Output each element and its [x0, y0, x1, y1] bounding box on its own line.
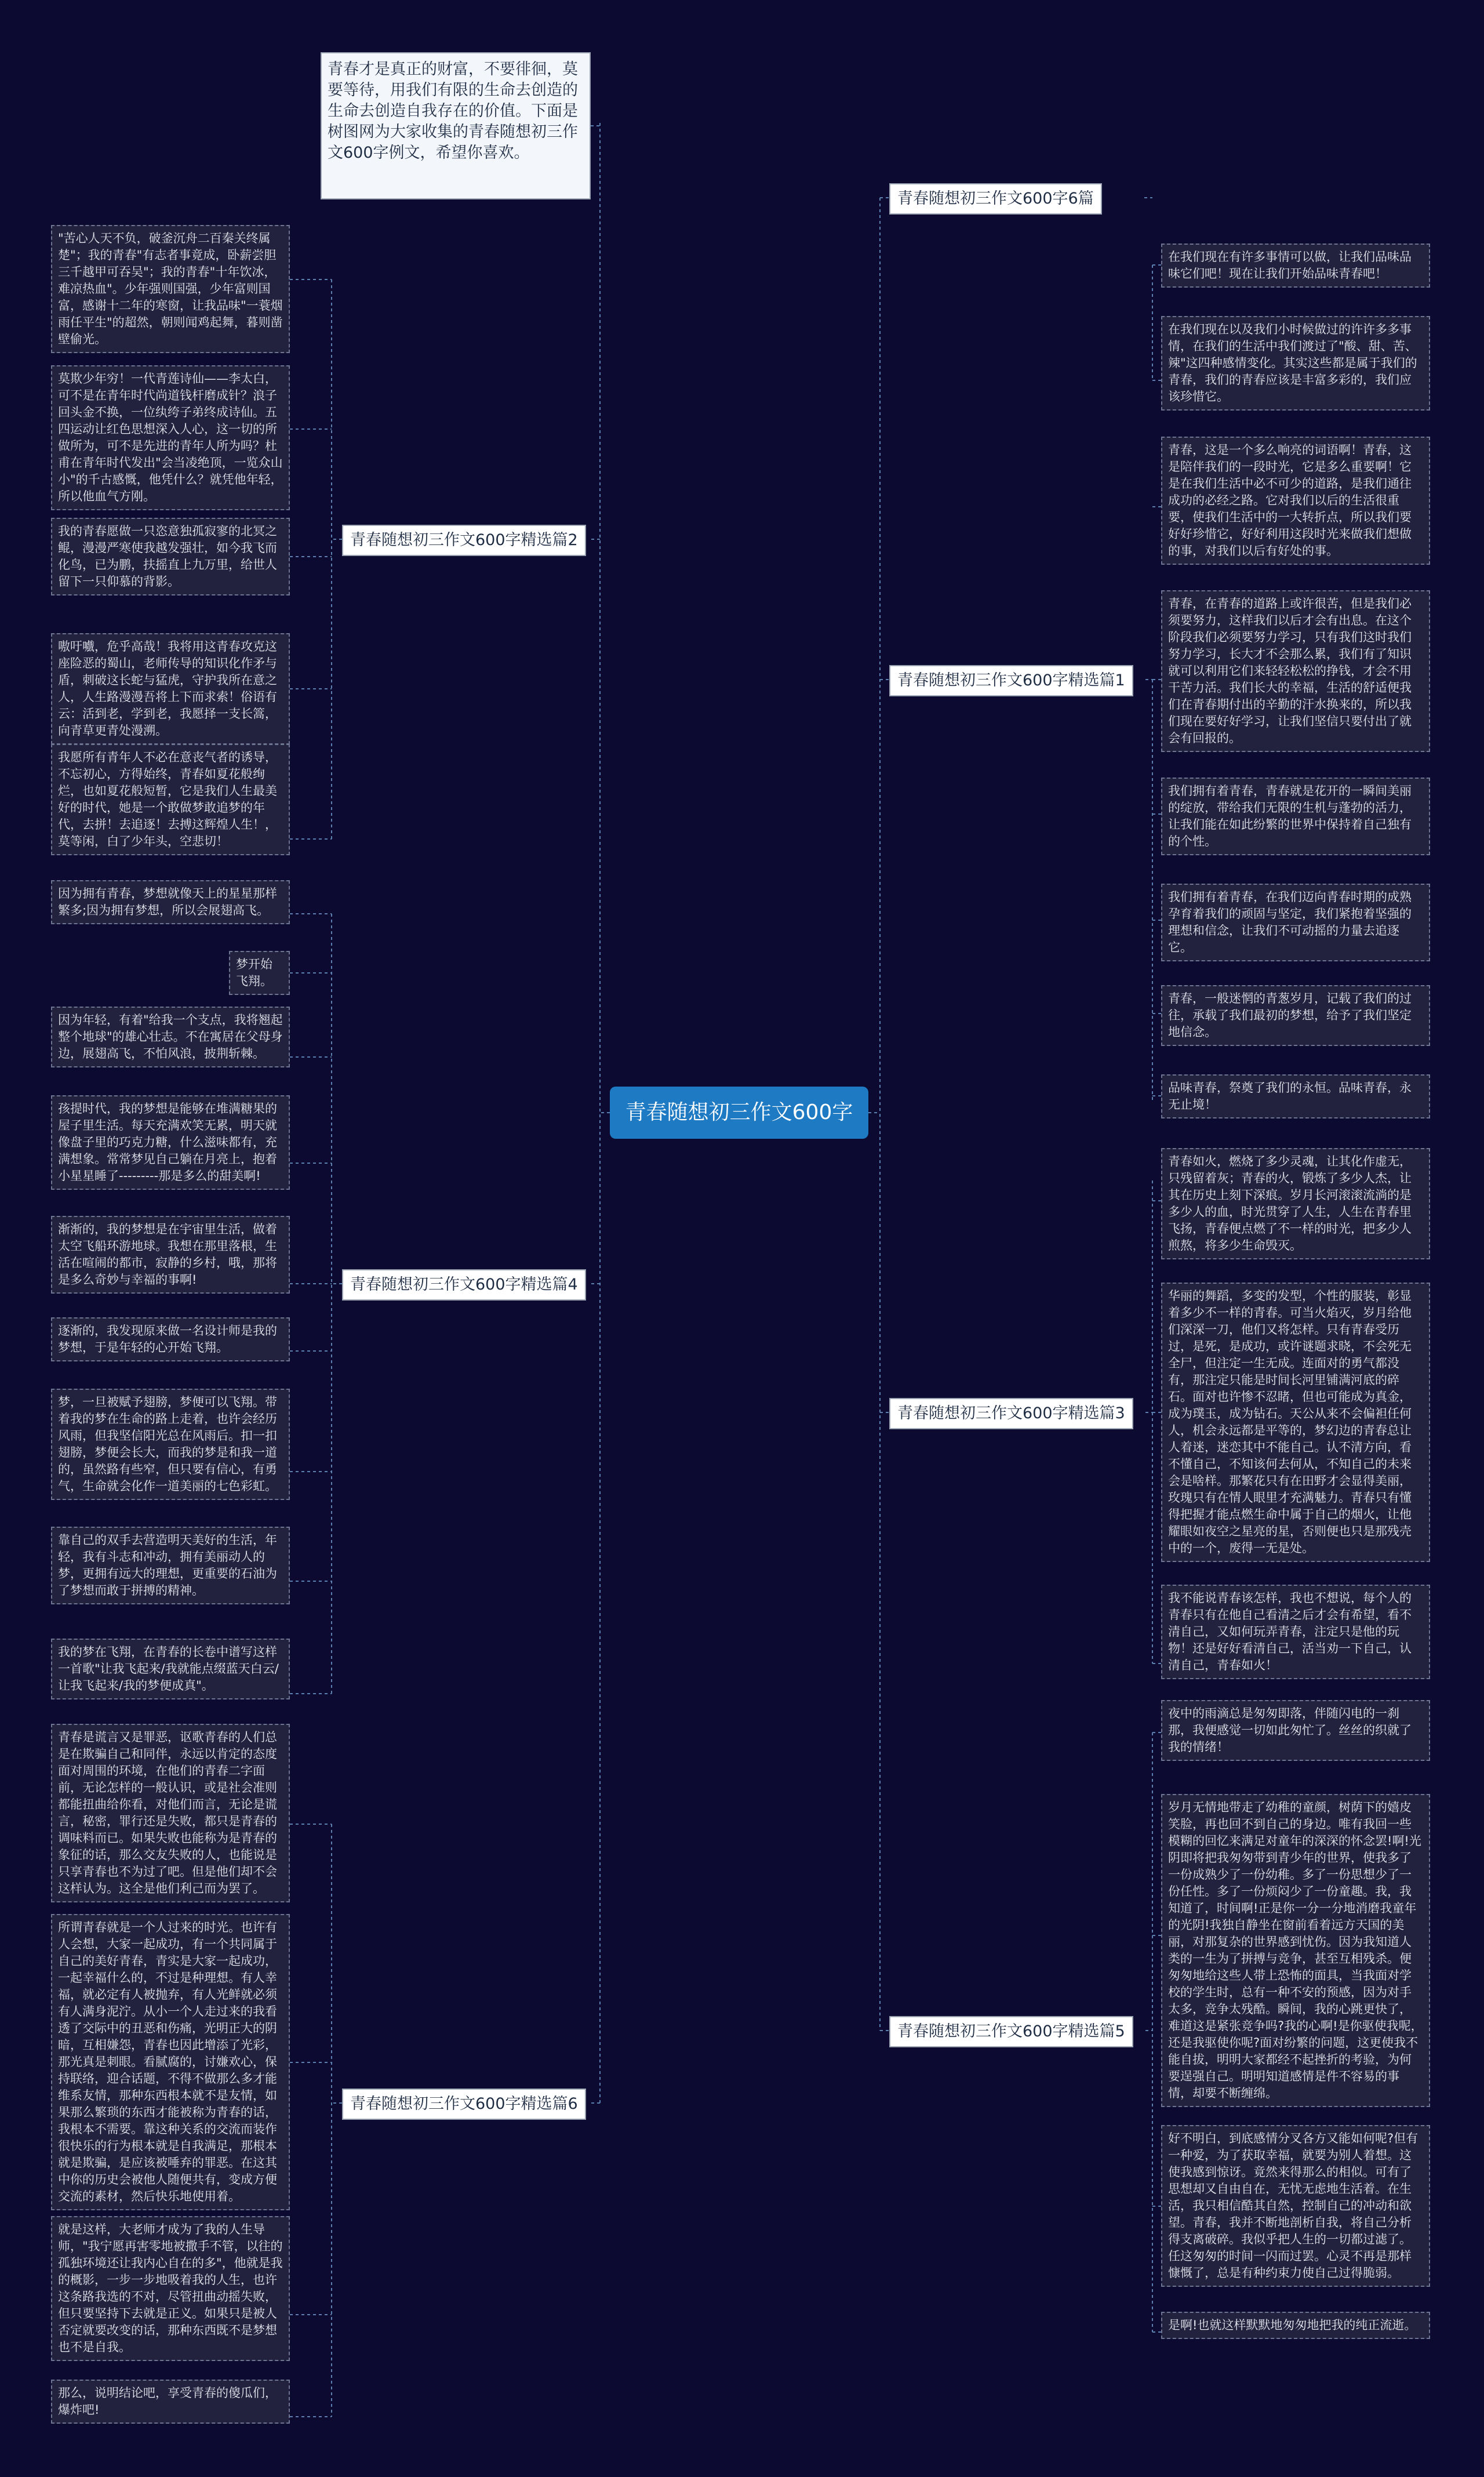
leaf-text: 青春如火，燃烧了多少灵魂，让其化作虚无，只残留着灰；青春的火，锻炼了多少人杰，让其在历史上刻下深痕。岁月长河滚滚流淌的是多少人的血，时光贯穿了人生，人生在青春里飞扬，青春便点燃了不一样的时光，把多少人煎熬，将多少生命毁灭。 [1161, 1148, 1430, 1259]
branch-essay-4[interactable]: 青春随想初三作文600字精选篇4 [342, 1269, 586, 1301]
leaf-text: 在我们现在以及我们小时候做过的许许多多事情，在我们的生活中我们渡过了"酸、甜、苦、辣"这四种感情变化。其实这些都是属于我们的青春，我们的青春应该是丰富多彩的，我们应该珍惜它。 [1161, 316, 1430, 411]
leaf-text: 靠自己的双手去营造明天美好的生活，年轻，我有斗志和冲动，拥有美丽动人的梦，更拥有远大的理想，更重要的石油为了梦想而敢于拼搏的精神。 [51, 1527, 290, 1604]
leaf-text: 夜中的雨滴总是匆匆即落，伴随闪电的一刹那，我便感觉一切如此匆忙了。丝丝的织就了我的情绪！ [1161, 1700, 1430, 1761]
leaf-text: 华丽的舞蹈，多变的发型，个性的服装，彰显着多少不一样的青春。可当火焰灭，岁月给他们深深一刀，他们又将怎样。只有青春受历过，是死，是成功，或许谜题求晓，不会死无全尸，但注定一生无成。连面对的勇气都没有，那注定只能是时间长河里铺满河底的碎石。面对也许惨不忍睹，但也可能成为真金，成为璞玉，成为钻石。天公从来不会偏袒任何人，机会永远都是平等的，梦幻边的青春总让人着迷，迷恋其中不能自己。认不清方向，看不懂自己，不知该何去何从，不知自己的未来会是啥样。那繁花只有在田野才会显得美丽，玫瑰只有在情人眼里才充满魅力。青春只有懂得把握才能点燃生命中属于自己的烟火，让他耀眼如夜空之星亮的星，否则便也只是那残壳中的一个，废得一无是处。 [1161, 1283, 1430, 1562]
leaf-text: 孩提时代，我的梦想是能够在堆满糖果的屋子里生活。每天充满欢笑无累，明天就像盘子里的巧克力糖，什么滋味都有，充满想象。常常梦见自己躺在月亮上，抱着小星星睡了---------那是多么的甜美啊! [51, 1095, 290, 1190]
branch-essay-2[interactable]: 青春随想初三作文600字精选篇2 [342, 525, 586, 556]
branch-essay-1[interactable]: 青春随想初三作文600字精选篇1 [889, 665, 1133, 696]
intro-note: 青春才是真正的财富，不要徘徊，莫要等待，用我们有限的生命去创造的生命去创造自我存在的价值。下面是树图网为大家收集的青春随想初三作文600字例文，希望你喜欢。 [321, 52, 591, 199]
leaf-text: 逐渐的，我发现原来做一名设计师是我的梦想，于是年轻的心开始飞翔。 [51, 1317, 290, 1361]
leaf-text: 我们拥有着青春，青春就是花开的一瞬间美丽的绽放，带给我们无限的生机与蓬勃的活力，让我们能在如此纷繁的世界中保持着自己独有的个性。 [1161, 778, 1430, 855]
leaf-text: 我愿所有青年人不必在意丧气者的诱导，不忘初心，方得始终，青春如夏花般绚烂，也如夏花般短暂，它是我们人生最美好的时代，她是一个敢做梦敢追梦的年代，去拼！去追逐！去搏这辉煌人生！，莫等闲，白了少年头，空悲切！ [51, 744, 290, 855]
leaf-text: 青春，在青春的道路上或许很苦，但是我们必须要努力，这样我们以后才会有出息。在这个阶段我们必须要努力学习，只有我们这时我们努力学习，长大才不会那么累，我们有了知识就可以利用它们来轻轻松松的挣钱，才会不用干苦力活。我们长大的幸福，生活的舒适便我们在青春期付出的辛勤的汗水换来的，所以我们现在要好好学习，让我们坚信只要付出了就会有回报的。 [1161, 590, 1430, 752]
leaf-text: 品味青春，祭奠了我们的永恒。品味青春，永无止境！ [1161, 1074, 1430, 1118]
leaf-text: 渐渐的，我的梦想是在宇宙里生活，做着太空飞船环游地球。我想在那里落根，生活在喧闹的都市，寂静的乡村，哦，那将是多么奇妙与幸福的事啊! [51, 1216, 290, 1294]
root-topic[interactable]: 青春随想初三作文600字 [610, 1087, 868, 1139]
leaf-text: 青春，这是一个多么响亮的词语啊！青春，这是陪伴我们的一段时光，它是多么重要啊！它是在我们生活中必不可少的道路，是我们通往成功的必经之路。它对我们以后的生活很重要，使我们生活中的一大转折点，所以我们要好好珍惜它，好好利用这段时光来做我们想做的事，对我们以后有好处的事。 [1161, 437, 1430, 565]
leaf-text: 因为年轻，有着"给我一个支点，我将翘起整个地球"的雄心壮志。不在寓居在父母身边，展翅高飞，不怕风浪，披荆斩棘。 [51, 1007, 290, 1067]
leaf-text: 好不明白，到底感情分叉各方又能如何呢?但有一种爱，为了获取幸福，就要为别人着想。这使我感到惊讶。竟然来得那么的相似。可有了思想却又自由自在，无忧无虑地生活着。在生活，我只相信酷其自然，控制自己的冲动和欲望。青春，我并不断地剖析自我，将自己分析得支离破碎。我似乎把人生的一切都过滤了。任这匆匆的时间一闪而过罢。心灵不再是那样慷慨了，总是有种约束力使自己过得脆弱。 [1161, 2125, 1430, 2287]
leaf-text: 在我们现在有许多事情可以做，让我们品味品味它们吧！现在让我们开始品味青春吧！ [1161, 244, 1430, 288]
leaf-text: 我的青春愿做一只恣意独孤寂寥的北冥之鲲，漫漫严寒使我越发强壮，如今我飞而化鸟，已为鹏，扶摇直上九万里，给世人留下一只仰慕的背影。 [51, 518, 290, 595]
leaf-text: 那么，说明结论吧，享受青春的傻瓜们，爆炸吧! [51, 2380, 290, 2424]
branch-essay-6[interactable]: 青春随想初三作文600字精选篇6 [342, 2089, 586, 2120]
leaf-text: 嗷吁嚱，危乎高哉！我将用这青春攻克这座险恶的蜀山，老师传导的知识化作矛与盾，刺破这长蛇与猛虎，守护我所在意之人，人生路漫漫吾将上下而求索！俗语有云：活到老，学到老，我愿择一支长篙，向青草更青处漫溯。 [51, 633, 290, 744]
leaf-text: 就是这样，大老师才成为了我的人生导师，"我宁愿再害零地被撒手不管，以往的孤独环境还让我内心自在的多"，他就是我的概影，一步一步地吸着我的人生，也许这条路我选的不对，尽管扭曲动摇失败，但只要坚持下去就是正义。如果只是被人否定就要改变的话，那种东西既不是梦想也不是自我。 [51, 2216, 290, 2361]
leaf-text: 因为拥有青春，梦想就像天上的星星那样繁多;因为拥有梦想，所以会展翅高飞。 [51, 880, 290, 924]
leaf-text: 青春，一般迷惘的青葱岁月，记载了我们的过往，承载了我们最初的梦想，给予了我们坚定地信念。 [1161, 985, 1430, 1046]
leaf-text: 所谓青春就是一个人过来的时光。也许有人会想，大家一起成功，有一个共同属于自己的美好青春，青实是大家一起成功，一起幸福什么的，不过是种理想。有人幸福，就必定有人被抛弃，有人光鲜就必须有人满身泥泞。从小一个人走过来的我看透了交际中的丑恶和伤痛，光明正大的阴暗，互相嫌怨，青春也因此增添了光彩，那光真是刺眼。看腻腐的，讨嫌欢心，保持联络，迎合话题，不得不做那么多才能维系友情，那种东西根本就不是友情，如果那么繁琐的东西才能被称为青春的话，我根本不需要。靠这种关系的交流而装作很快乐的行为根本就是自我满足，那根本就是欺骗，是应该被唾弃的罪恶。在这其中你的历史会被他人随便共有，变成方便交流的素材，然后快乐地使用着。 [51, 1914, 290, 2210]
leaf-text: 我们拥有着青春，在我们迈向青春时期的成熟孕育着我们的顽固与坚定，我们紧抱着坚强的理想和信念，让我们不可动摇的力量去追逐它。 [1161, 884, 1430, 961]
leaf-text: "苦心人天不负，破釜沉舟二百秦关终属楚"；我的青春"有志者事竟成，卧薪尝胆三千越甲可吞吴"；我的青春"十年饮冰，难凉热血"。少年强则国强，少年富则国富，感谢十二年的寒窗，让我品味"一蓑烟雨任平生"的超然，朝则闻鸡起舞，暮则凿壁偷光。 [51, 225, 290, 353]
leaf-text: 我不能说青春该怎样，我也不想说，每个人的青春只有在他自己看清之后才会有希望，看不清自己，又如何玩弄青春，注定只是他的玩物！还是好好看清自己，活当劝一下自己，认清自己，青春如火！ [1161, 1585, 1430, 1679]
branch-6-essays[interactable]: 青春随想初三作文600字6篇 [889, 183, 1102, 215]
leaf-text: 是啊!也就这样默默地匆匆地把我的纯正流逝。 [1161, 2312, 1430, 2339]
leaf-text: 青春是谎言又是罪恶，讴歌青春的人们总是在欺骗自己和同伴，永远以肯定的态度面对周围的环境，在他们的青春二字面前，无论怎样的一般认识，或是社会准则都能扭曲给你看，对他们而言，无论是谎言，秘密，罪行还是失败，都只是青春的调味料而已。如果失败也能称为是青春的象征的话，那么交友失败的人，也能说是只享青春也不为过了吧。但是他们却不会这样认为。这全是他们利己而为罢了。 [51, 1724, 290, 1902]
leaf-text: 岁月无情地带走了幼稚的童颜，树荫下的嬉皮笑脸，再也回不到自己的身边。唯有我回一些模糊的回忆来满足对童年的深深的怀念罢!啊!光阴即将把我匆匆带到青少年的世界，使我多了一份成熟少了一份幼稚。多了一份思想少了一份任性。多了一份烦闷少了一份童趣。我，我知道了，时间啊!正是你一分一分地消磨我童年的光阴!我独自静坐在窗前看着远方天国的美丽，对那复杂的世界感到忧伤。因为我知道人类的一生为了拼搏与竞争，甚至互相残杀。便匆匆地给这些人带上恐怖的面具，当我面对学校的学生时，总有一种不安的预感，因为对手太多，竞争太残酷。瞬间，我的心跳更快了，难道这是紧张竞争吗?我的心啊!是你驱使我呢，还是我驱使你呢?面对纷繁的问题，这更使我不能自拔，明明大家都经不起挫折的考验，为何要逞强自己。明明知道感情是件不容易的事情，却要不断缠绵。 [1161, 1794, 1430, 2107]
leaf-text: 梦，一旦被赋予翅膀，梦便可以飞翔。带着我的梦在生命的路上走着，也许会经历风雨，但我坚信阳光总在风雨后。扣一扣翅膀，梦便会长大，而我的梦是和我一道的，虽然路有些窄，但只要有信心，有勇气，生命就会化作一道美丽的七色彩虹。 [51, 1389, 290, 1500]
leaf-text: 莫欺少年穷！一代青莲诗仙——李太白，可不是在青年时代尚道钱杆磨成针？浪子回头金不换，一位纨绔子弟终成诗仙。五四运动让红色思想深入人心，这一切的所做所为，可不是先进的青年人所为吗？杜甫在青年时代发出"会当凌绝顶，一览众山小"的千古感慨，他凭什么？就凭他年轻，所以他血气方刚。 [51, 365, 290, 510]
leaf-text: 我的梦在飞翔，在青春的长卷中谱写这样一首歌"让我飞起来/我就能点缀蓝天白云/让我飞起来/我的梦便成真"。 [51, 1639, 290, 1699]
leaf-text: 梦开始飞翔。 [229, 951, 290, 995]
branch-essay-3[interactable]: 青春随想初三作文600字精选篇3 [889, 1398, 1133, 1429]
branch-essay-5[interactable]: 青春随想初三作文600字精选篇5 [889, 2016, 1133, 2047]
